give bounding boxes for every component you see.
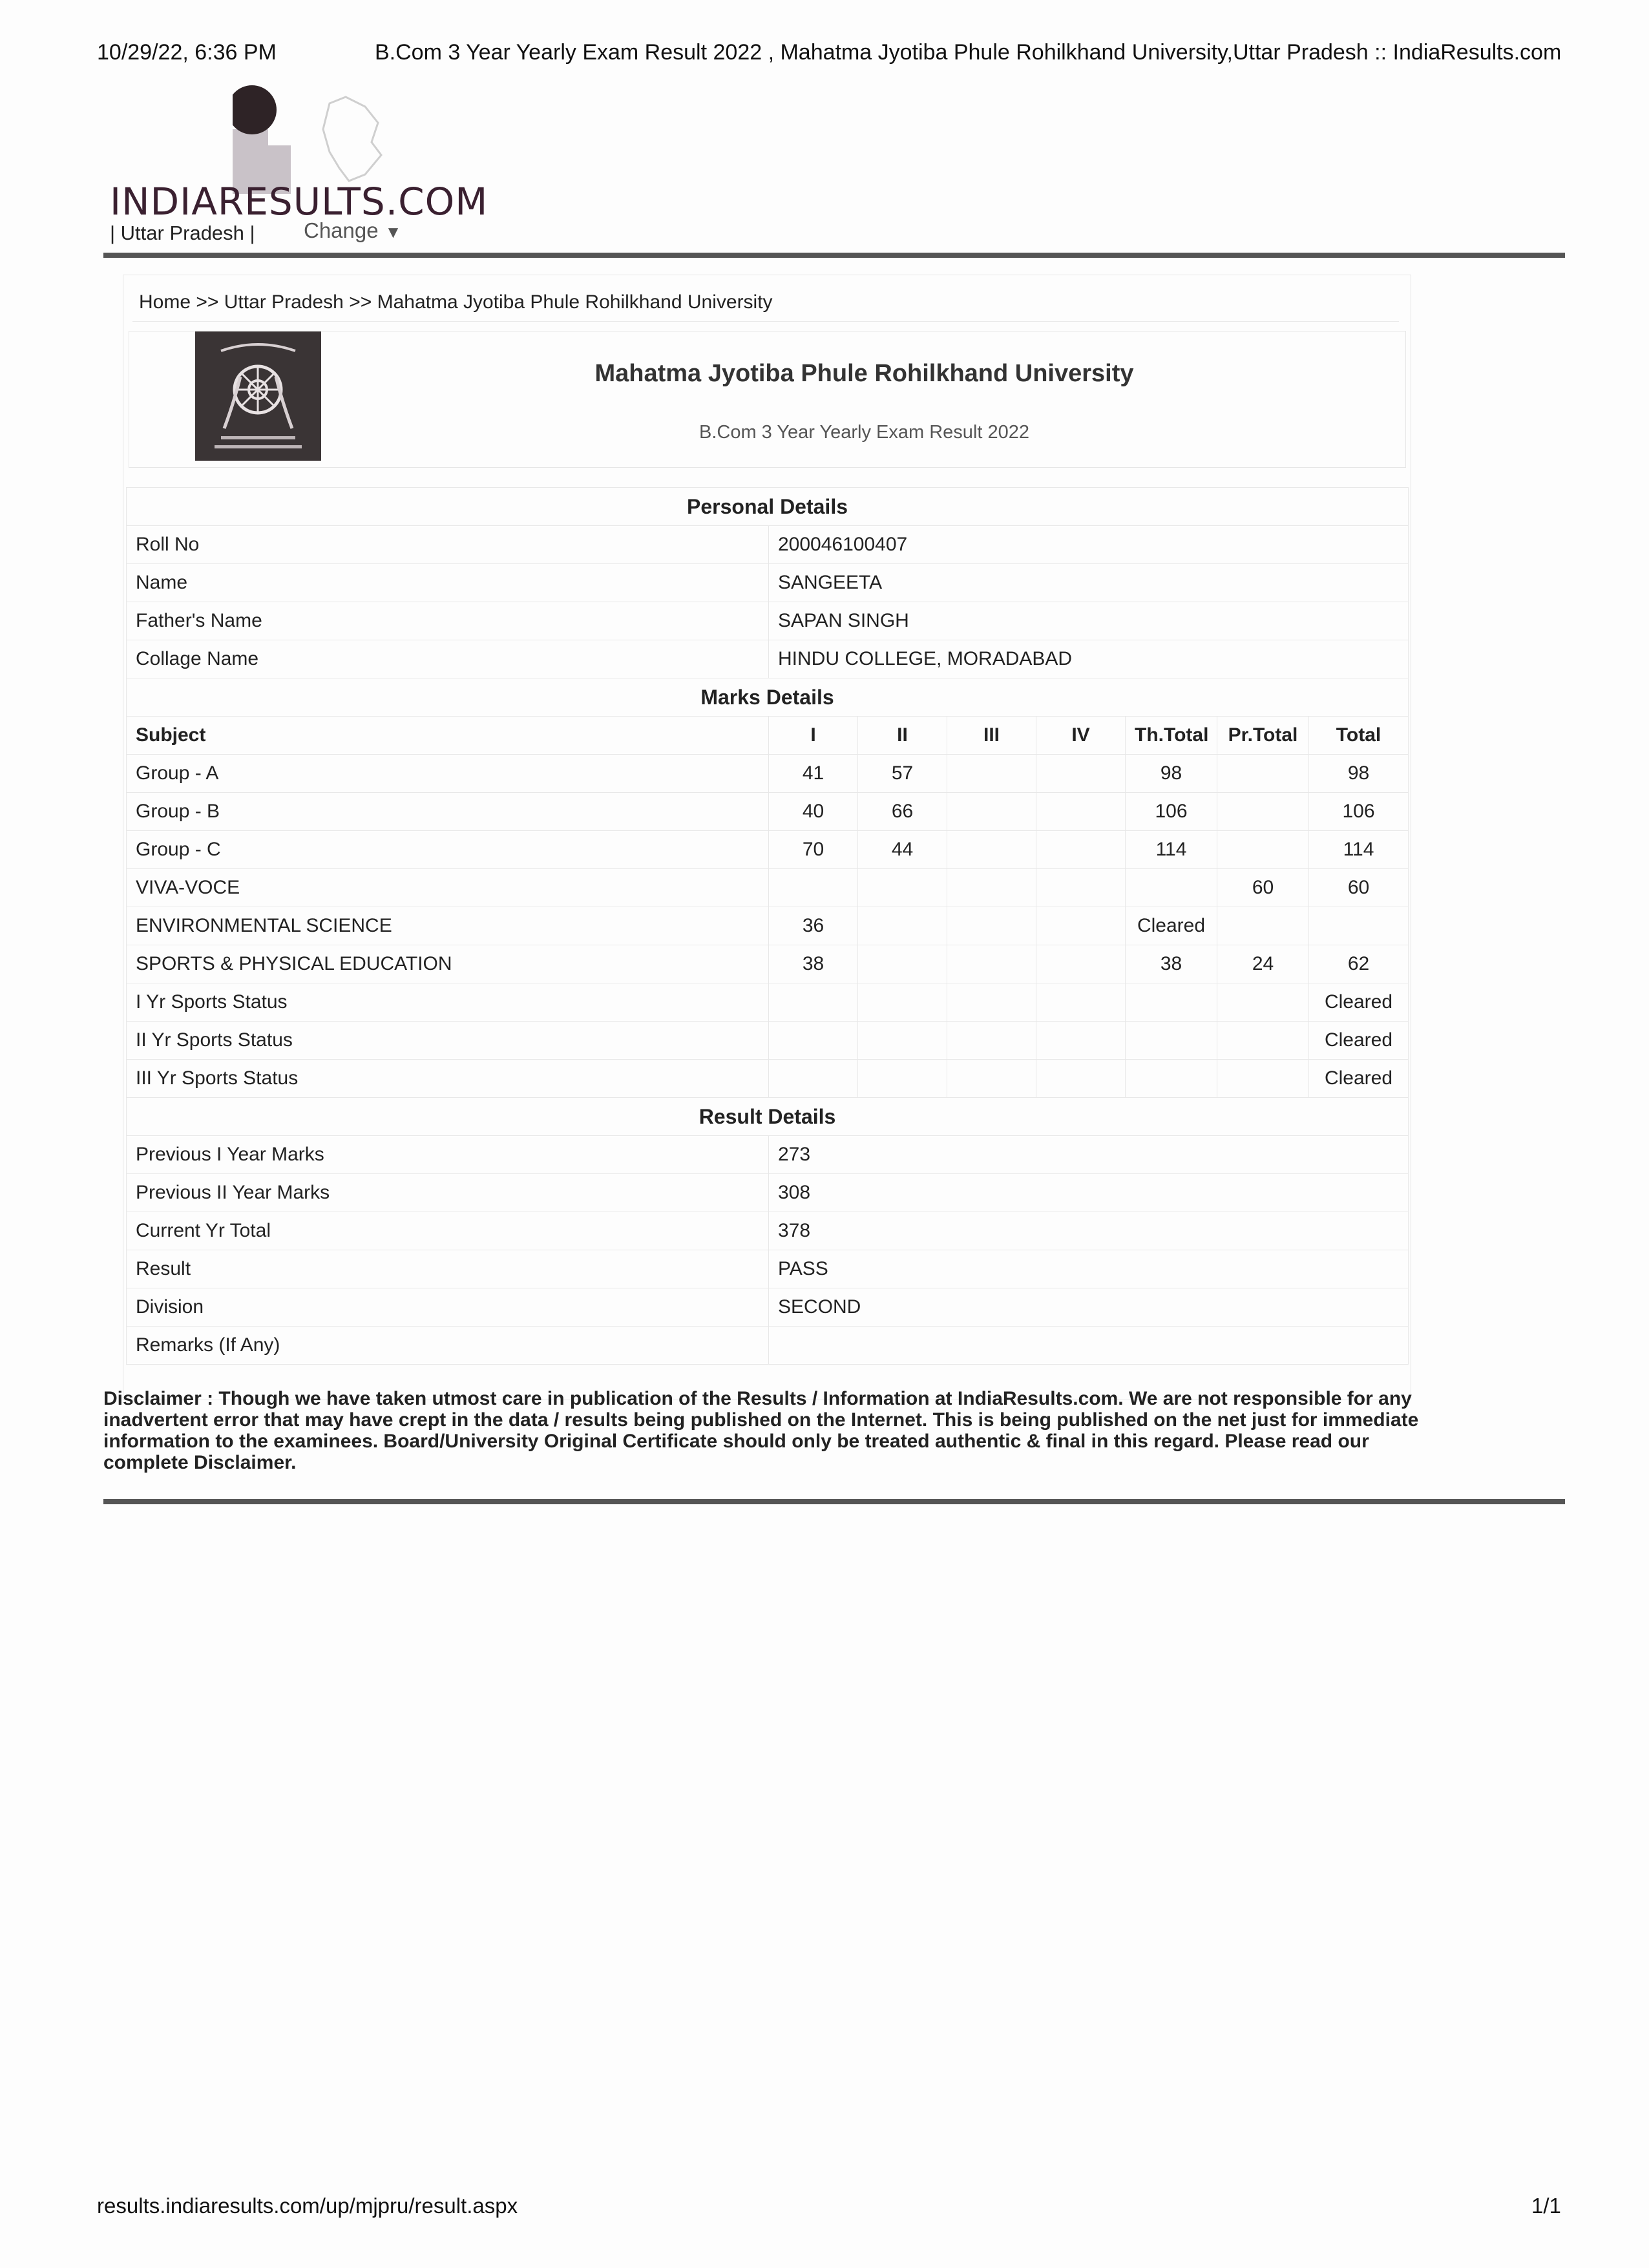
marks-cell xyxy=(947,945,1036,983)
change-state-label: Change xyxy=(304,218,379,242)
marks-cell xyxy=(1036,793,1126,831)
print-title: B.Com 3 Year Yearly Exam Result 2022 , Mahatma Jyotiba Phule Rohilkhand University,Uttar Pradesh :: IndiaResults.com xyxy=(375,40,1562,65)
marks-cell xyxy=(947,755,1036,793)
marks-cell xyxy=(947,869,1036,907)
field-value: 308 xyxy=(769,1174,1409,1212)
marks-cell: 106 xyxy=(1126,793,1217,831)
subject-name: I Yr Sports Status xyxy=(127,983,769,1022)
marks-cell: 38 xyxy=(769,945,858,983)
marks-cell xyxy=(1036,1060,1126,1098)
marks-cell: 98 xyxy=(1126,755,1217,793)
marks-cell: Cleared xyxy=(1309,983,1409,1022)
marks-row xyxy=(127,945,1409,983)
marks-cell xyxy=(1036,1022,1126,1060)
marks-cell: 40 xyxy=(769,793,858,831)
field-value: SAPAN SINGH xyxy=(769,602,1409,640)
breadcrumb-home[interactable]: Home xyxy=(139,291,191,313)
table-row xyxy=(127,1327,1409,1365)
marks-cell xyxy=(769,983,858,1022)
marks-cell xyxy=(858,907,947,945)
column-header: Subject xyxy=(127,717,769,755)
marks-cell xyxy=(1217,755,1309,793)
subject-name: ENVIRONMENTAL SCIENCE xyxy=(127,907,769,945)
breadcrumb xyxy=(132,283,1399,322)
marks-cell xyxy=(947,907,1036,945)
section-heading xyxy=(127,678,1409,717)
marks-cell xyxy=(1126,1022,1217,1060)
marks-cell xyxy=(1309,907,1409,945)
marks-cell xyxy=(947,831,1036,869)
marks-details-heading: Marks Details xyxy=(127,678,1409,717)
breadcrumb-state[interactable]: Uttar Pradesh xyxy=(224,291,344,313)
field-label: Previous I Year Marks xyxy=(127,1136,769,1174)
marks-cell xyxy=(1126,869,1217,907)
breadcrumb-separator: >> xyxy=(196,291,219,313)
field-label: Previous II Year Marks xyxy=(127,1174,769,1212)
column-header: II xyxy=(858,717,947,755)
field-label: Current Yr Total xyxy=(127,1212,769,1250)
marks-cell xyxy=(1217,907,1309,945)
breadcrumb-university[interactable]: Mahatma Jyotiba Phule Rohilkhand University xyxy=(377,291,773,313)
marks-cell xyxy=(1217,793,1309,831)
site-logo-icon xyxy=(233,84,394,194)
marks-cell xyxy=(769,1022,858,1060)
subject-name: Group - C xyxy=(127,831,769,869)
header-divider xyxy=(103,253,1565,258)
marks-cell xyxy=(1217,831,1309,869)
table-row xyxy=(127,526,1409,564)
marks-row xyxy=(127,1060,1409,1098)
field-value: SECOND xyxy=(769,1288,1409,1327)
subject-name: Group - A xyxy=(127,755,769,793)
breadcrumb-separator: >> xyxy=(349,291,372,313)
marks-cell xyxy=(1217,983,1309,1022)
marks-row xyxy=(127,755,1409,793)
disclaimer-text: Disclaimer : Though we have taken utmost care in publication of the Results / Information at IndiaResults.com. We are not responsible for any inadvertent error that may have crept in the data / results being published on the Internet. This is being published on the net just for immediate information to the examinees. Board/University Original Certificate should only be treated authentic & final in this regard. Please read our complete Disclaimer. xyxy=(103,1388,1419,1473)
site-logo[interactable] xyxy=(110,84,488,246)
table-row xyxy=(127,602,1409,640)
marks-cell xyxy=(858,983,947,1022)
field-label: Division xyxy=(127,1288,769,1327)
column-header: III xyxy=(947,717,1036,755)
marks-cell: 66 xyxy=(858,793,947,831)
field-value xyxy=(769,1327,1409,1365)
field-label: Collage Name xyxy=(127,640,769,678)
university-name: Mahatma Jyotiba Phule Rohilkhand University xyxy=(594,360,1134,387)
marks-row xyxy=(127,907,1409,945)
result-details-heading: Result Details xyxy=(127,1098,1409,1136)
marks-cell: 62 xyxy=(1309,945,1409,983)
marks-cell: Cleared xyxy=(1309,1060,1409,1098)
field-value: PASS xyxy=(769,1250,1409,1288)
site-logo-text: INDIARESULTS.COM xyxy=(110,180,488,224)
marks-cell xyxy=(769,1060,858,1098)
field-value: SANGEETA xyxy=(769,564,1409,602)
page-url: results.indiaresults.com/up/mjpru/result.aspx xyxy=(97,2194,518,2218)
table-row xyxy=(127,1250,1409,1288)
marks-cell xyxy=(947,793,1036,831)
field-value: 378 xyxy=(769,1212,1409,1250)
marks-cell xyxy=(947,1022,1036,1060)
marks-header-row xyxy=(127,717,1409,755)
field-value: HINDU COLLEGE, MORADABAD xyxy=(769,640,1409,678)
marks-cell: 106 xyxy=(1309,793,1409,831)
marks-cell xyxy=(1036,869,1126,907)
column-header: IV xyxy=(1036,717,1126,755)
caret-down-icon: ▼ xyxy=(384,222,402,242)
marks-cell: 60 xyxy=(1217,869,1309,907)
page-number: 1/1 xyxy=(1531,2194,1561,2218)
subject-name: II Yr Sports Status xyxy=(127,1022,769,1060)
marks-cell: 24 xyxy=(1217,945,1309,983)
marks-cell xyxy=(858,945,947,983)
table-row xyxy=(127,1136,1409,1174)
marks-cell: Cleared xyxy=(1126,907,1217,945)
marks-cell: 114 xyxy=(1126,831,1217,869)
field-label: Result xyxy=(127,1250,769,1288)
field-label: Father's Name xyxy=(127,602,769,640)
marks-row xyxy=(127,869,1409,907)
marks-cell: Cleared xyxy=(1309,1022,1409,1060)
marks-cell xyxy=(1217,1060,1309,1098)
table-row xyxy=(127,1288,1409,1327)
field-value: 200046100407 xyxy=(769,526,1409,564)
table-row xyxy=(127,1212,1409,1250)
marks-cell: 114 xyxy=(1309,831,1409,869)
marks-cell xyxy=(1126,983,1217,1022)
column-header: Th.Total xyxy=(1126,717,1217,755)
table-row xyxy=(127,640,1409,678)
section-heading xyxy=(127,1098,1409,1136)
change-state-button[interactable] xyxy=(304,218,401,243)
subject-name: Group - B xyxy=(127,793,769,831)
table-row xyxy=(127,564,1409,602)
field-label: Remarks (If Any) xyxy=(127,1327,769,1365)
print-date: 10/29/22, 6:36 PM xyxy=(97,40,277,65)
marks-cell xyxy=(858,1060,947,1098)
table-row xyxy=(127,1174,1409,1212)
marks-cell xyxy=(769,869,858,907)
marks-cell xyxy=(1126,1060,1217,1098)
personal-details-heading: Personal Details xyxy=(127,488,1409,526)
marks-row xyxy=(127,793,1409,831)
subject-name: SPORTS & PHYSICAL EDUCATION xyxy=(127,945,769,983)
marks-cell xyxy=(858,869,947,907)
marks-cell: 57 xyxy=(858,755,947,793)
exam-title: B.Com 3 Year Yearly Exam Result 2022 xyxy=(698,422,1030,443)
result-table xyxy=(126,487,1409,1365)
marks-cell: 36 xyxy=(769,907,858,945)
marks-cell: 98 xyxy=(1309,755,1409,793)
marks-cell xyxy=(1036,755,1126,793)
marks-cell: 38 xyxy=(1126,945,1217,983)
marks-row xyxy=(127,831,1409,869)
column-header: Pr.Total xyxy=(1217,717,1309,755)
field-label: Name xyxy=(127,564,769,602)
marks-cell xyxy=(1036,983,1126,1022)
field-label: Roll No xyxy=(127,526,769,564)
subject-name: III Yr Sports Status xyxy=(127,1060,769,1098)
marks-cell xyxy=(1036,945,1126,983)
marks-cell xyxy=(1036,907,1126,945)
field-value: 273 xyxy=(769,1136,1409,1174)
marks-cell xyxy=(947,983,1036,1022)
marks-cell: 41 xyxy=(769,755,858,793)
marks-cell: 70 xyxy=(769,831,858,869)
marks-row xyxy=(127,983,1409,1022)
footer-divider xyxy=(103,1499,1565,1504)
marks-cell: 60 xyxy=(1309,869,1409,907)
marks-cell xyxy=(1217,1022,1309,1060)
university-header xyxy=(129,331,1406,468)
column-header: Total xyxy=(1309,717,1409,755)
subject-name: VIVA-VOCE xyxy=(127,869,769,907)
marks-cell xyxy=(947,1060,1036,1098)
university-emblem-icon xyxy=(195,331,321,461)
selected-state: | Uttar Pradesh | xyxy=(110,222,255,244)
section-heading xyxy=(127,488,1409,526)
marks-cell xyxy=(1036,831,1126,869)
column-header: I xyxy=(769,717,858,755)
marks-row xyxy=(127,1022,1409,1060)
marks-cell xyxy=(858,1022,947,1060)
marks-cell: 44 xyxy=(858,831,947,869)
result-panel xyxy=(123,275,1411,1400)
